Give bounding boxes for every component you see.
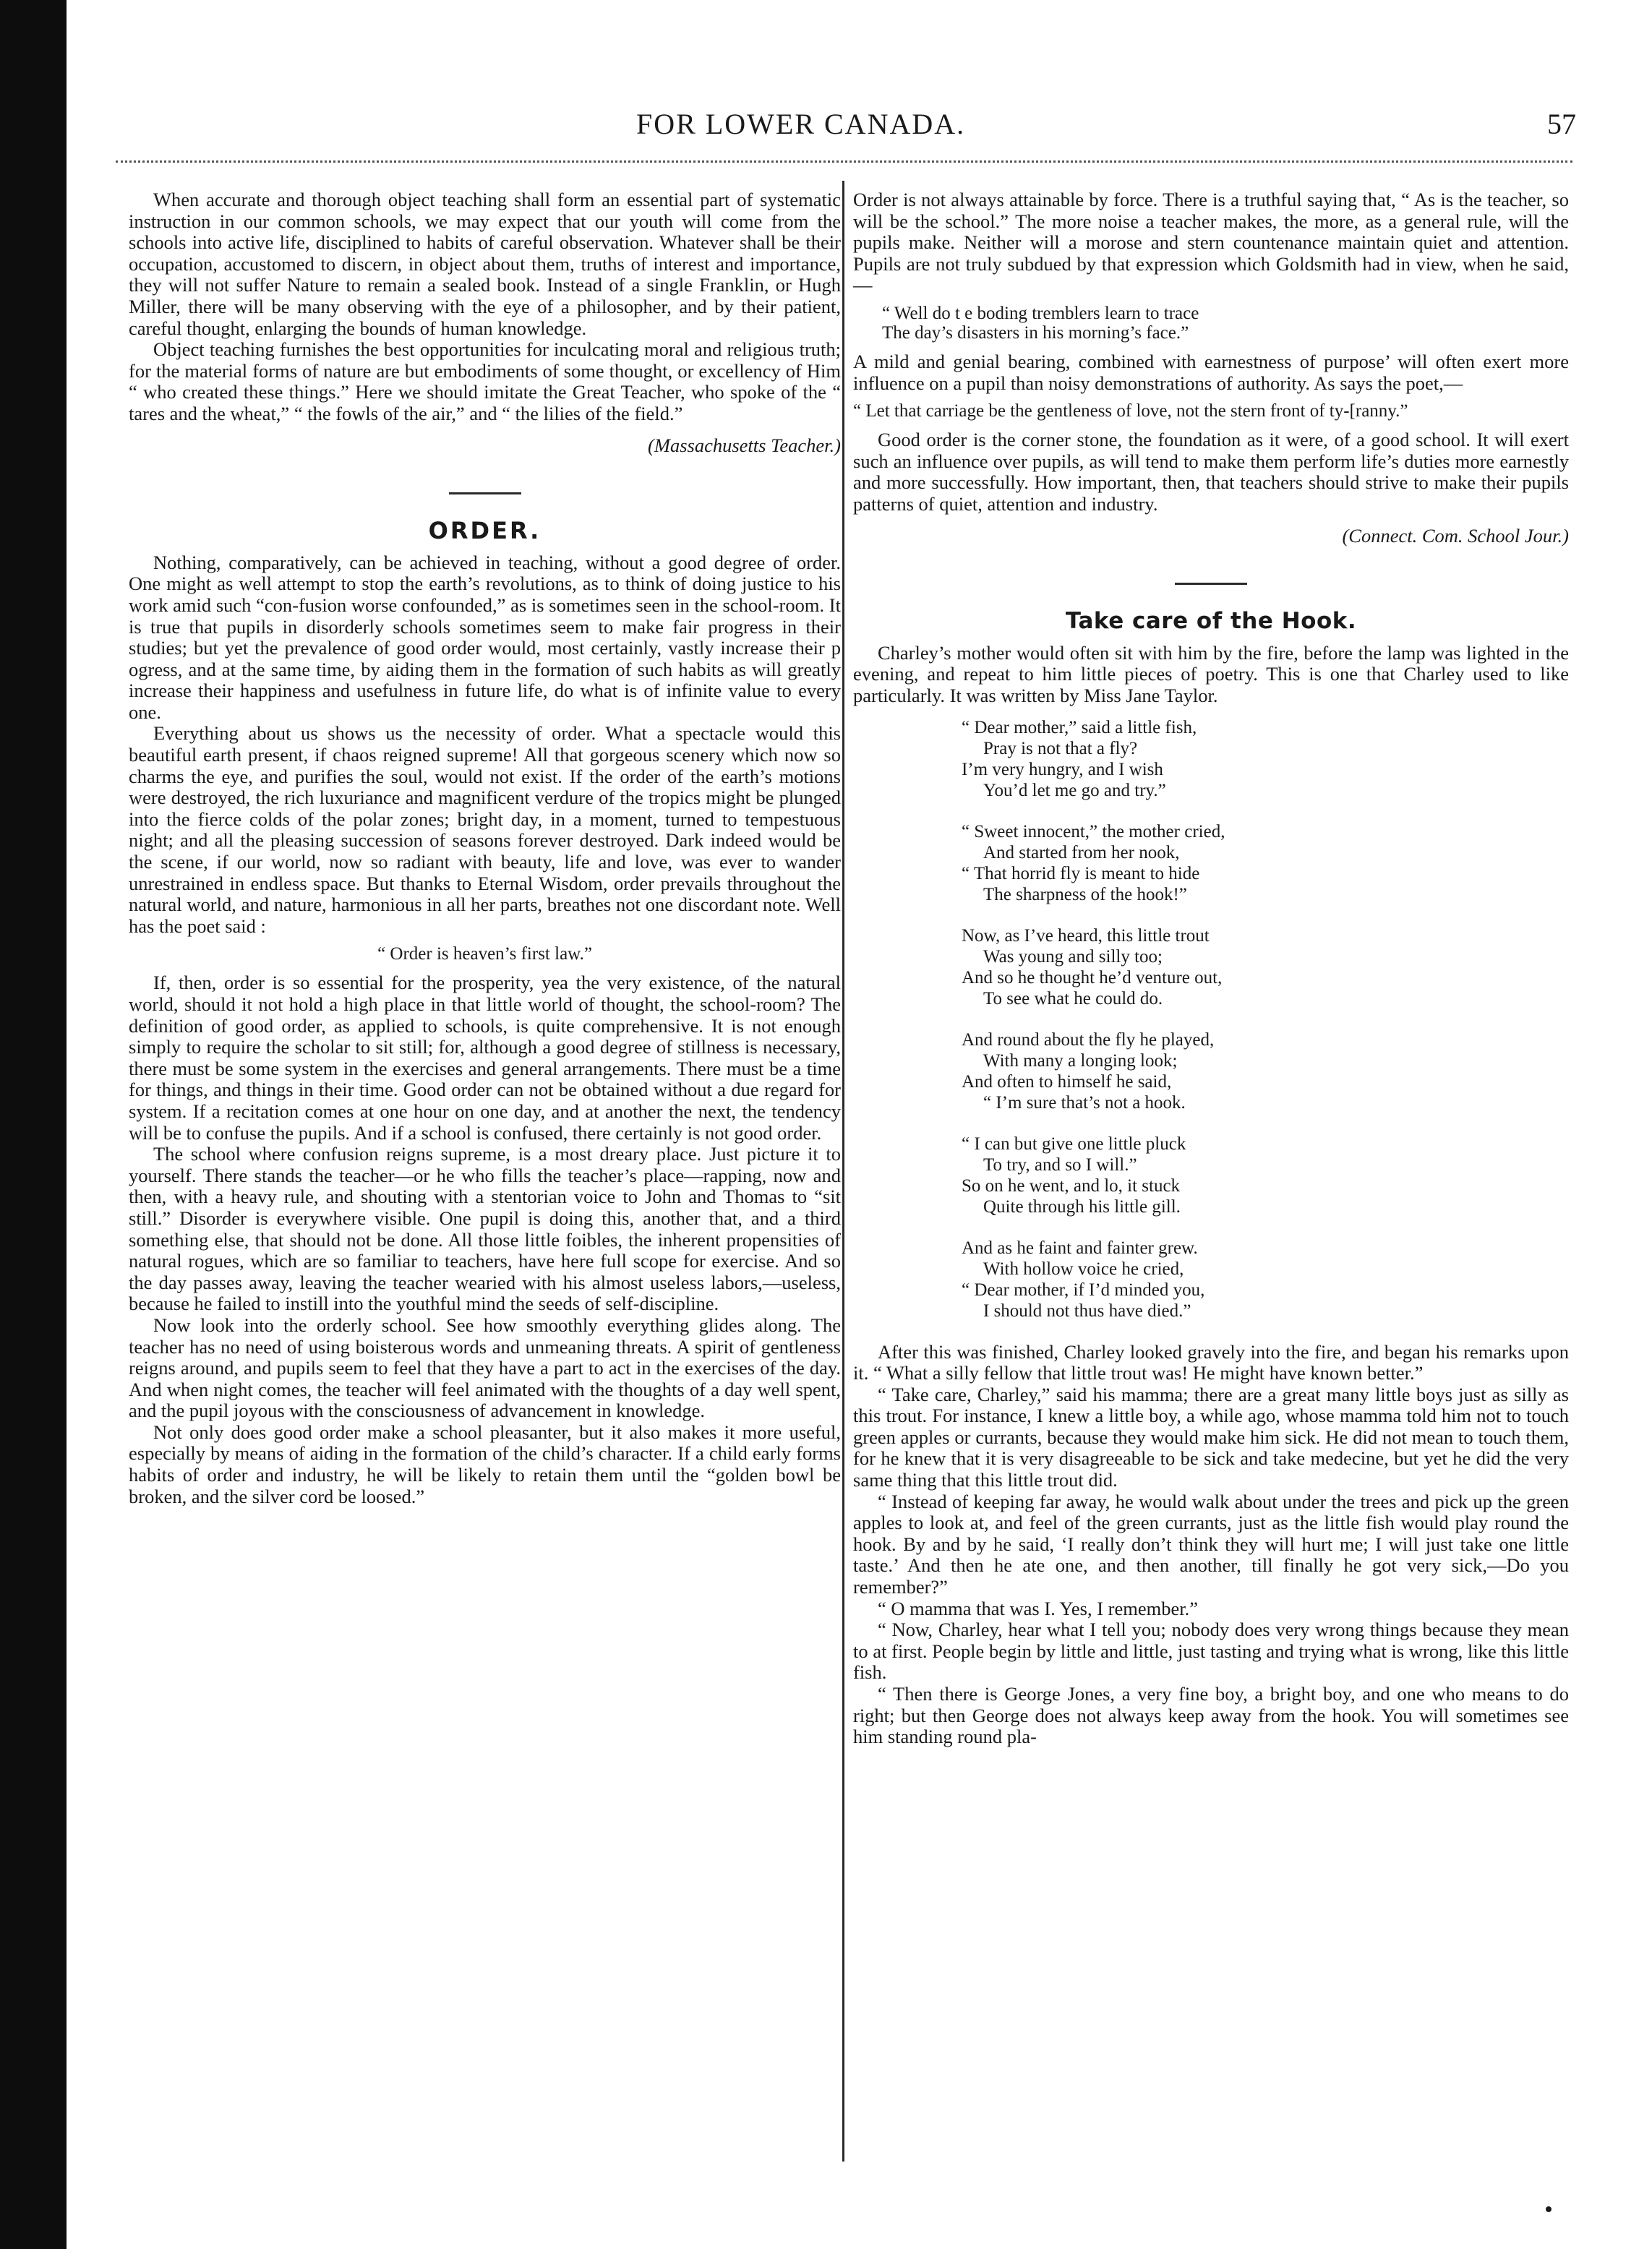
poem-line: Quite through his little gill. xyxy=(983,1196,1181,1217)
printer-mark xyxy=(1546,2206,1552,2212)
poem-line: And so he thought he’d venture out, xyxy=(962,967,1223,988)
poem-line: “ That horrid fly is meant to hide xyxy=(962,863,1200,883)
paragraph: “ Then there is George Jones, a very fine boy, a bright boy, and one who means to do right; but then George does not always keep away from the hook. You will sometimes see him standing round pla- xyxy=(853,1683,1569,1748)
paragraph: Not only does good order make a school pleasanter, but it also makes it more useful, especially by means of aiding in the formation of the child’s character. If a child early forms habits of order and industry, he will be likely to retain them until the “golden bowl be broken, and the silver cord be loosed.” xyxy=(129,1421,841,1507)
quote-line: The day’s disasters in his morning’s face.” xyxy=(882,322,1189,343)
paragraph: “ Take care, Charley,” said his mamma; there are a great many little boys just as silly as this trout. For instance, I knew a little boy, a while ago, whose mamma told him not to touch green apples or currants, because they would make him sick. He did not mean to touch them, for he knew that it is very disagreeable to be sick and take medecine, but yet he did the very same thing that this little trout did. xyxy=(853,1383,1569,1491)
poem-line: With many a longing look; xyxy=(983,1050,1178,1071)
book-binding-edge xyxy=(0,0,67,2249)
paragraph: Charley’s mother would often sit with him by the fire, before the lamp was lighted in the evening, and repeat to him little pieces of poetry. This is one that Charley used to like particularly. It was written by Miss Jane Taylor. xyxy=(853,641,1569,706)
paragraph: A mild and genial bearing, combined with earnestness of purpose’ will often exert more influence on a pupil than noisy demonstrations of authority. As says the poet,— xyxy=(853,350,1569,394)
poem-line: To see what he could do. xyxy=(983,988,1163,1008)
poem-stanza xyxy=(962,1029,1569,1113)
poem-line: With hollow voice he cried, xyxy=(983,1259,1184,1279)
poem-line: I’m very hungry, and I wish xyxy=(962,759,1163,779)
source-citation: (Connect. Com. School Jour.) xyxy=(1342,524,1569,547)
poem-line: And as he faint and fainter grew. xyxy=(962,1238,1198,1258)
poem-line: “ Sweet innocent,” the mother cried, xyxy=(962,821,1225,841)
poem-line: “ I can but give one little pluck xyxy=(962,1134,1186,1154)
paragraph: “ Now, Charley, hear what I tell you; nobody does very wrong things because they mean to at first. People begin by little and little, just tasting and trying what is wrong, like this little fish. xyxy=(853,1619,1569,1684)
poem-stanza xyxy=(962,1134,1569,1217)
paragraph: “ O mamma that was I. Yes, I remember.” xyxy=(878,1597,1199,1619)
page-header xyxy=(636,107,1576,150)
running-title: FOR LOWER CANADA. xyxy=(636,108,966,140)
poem-line: And round about the fly he played, xyxy=(962,1029,1215,1050)
source-citation: (Massachusetts Teacher.) xyxy=(648,434,841,456)
poem-line: Pray is not that a fly? xyxy=(983,738,1138,758)
poem-line: The sharpness of the hook!” xyxy=(983,884,1187,904)
block-quote-poet: “ Let that carriage be the gentleness of love, not the stern front of ty-[ranny.” xyxy=(853,401,1408,421)
poem-line: So on he went, and lo, it stuck xyxy=(962,1175,1181,1196)
poem-line: To try, and so I will.” xyxy=(983,1155,1137,1175)
poem-line: I should not thus have died.” xyxy=(983,1301,1191,1321)
page-number: 57 xyxy=(1547,108,1576,140)
paragraph: Object teaching furnishes the best opportunities for inculcating moral and religious truth; for the material forms of nature are but embodiments of some thought, or excellency of Him “ who created these things.” Here we should imitate the Great Teacher, who spoke of the “ tares and the wheat,” “ the fowls of the air,” and “ the lilies of the field.” xyxy=(129,338,841,424)
block-quote-goldsmith xyxy=(882,304,1569,343)
paragraph: The school where confusion reigns supreme, is a most dreary place. Just picture it to yourself. There stands the teacher—or he who fills the teacher’s place—rapping, now and then, with a heavy rule, and shouting with a stentorian voice to John and Thomas to “sit still.” Disorder is everywhere visible. One pupil is doing this, another that, and a third something else, that should not be done. All those little foibles, the inherent propensities of natural rogues, which are so familiar to teachers, have here full scope for exercise. And so the day passes away, leaving the teacher wearied with his almost useless labors,—useless, because he failed to instill into the youthful mind the seeds of self-discipline. xyxy=(129,1143,841,1315)
section-heading-hook: Take care of the Hook. xyxy=(1065,608,1357,635)
section-divider xyxy=(1175,583,1247,585)
paragraph: When accurate and thorough object teaching shall form an essential part of systematic instruction in our common schools, we may expect that our youth will come from the schools into active life, disciplined to habits of careful observation. Whatever shall be their occupation, accustomed to discern, in object about them, truths of interest and importance, they will not suffer Nature to remain a sealed book. Instead of a single Franklin, or Hugh Miller, there will be many observing with the eye of a philosopher, and by their patient, careful thought, enlarging the bounds of human knowledge. xyxy=(129,189,841,339)
poem-line: “ Dear mother,” said a little fish, xyxy=(962,717,1197,737)
poem-stanza xyxy=(962,821,1569,905)
poem-line: “ Dear mother, if I’d minded you, xyxy=(962,1280,1205,1300)
paragraph: “ Instead of keeping far away, he would walk about under the trees and pick up the green apples to look at, and feel of the green currants, just as the little fish would play round the hook. By and by he said, ‘I really don’t think they will hurt me; I will just take one little taste.’ And then he ate one, and then another, till finally he got very sick,—Do you remember?” xyxy=(853,1490,1569,1598)
poem-line: You’d let me go and try.” xyxy=(983,780,1166,800)
paragraph: Good order is the corner stone, the foundation as it were, of a good school. It will exert such an influence over pupils, as will tend to make them perform life’s duties more earnestly and more successfully. How important, then, that teachers should strive to make their pupils patterns of quiet, attention and industry. xyxy=(853,429,1569,515)
poem-stanza xyxy=(962,925,1569,1009)
right-column xyxy=(853,189,1569,1748)
paragraph: Nothing, comparatively, can be achieved in teaching, without a good degree of order. One might as well attempt to stop the earth’s revolutions, as to think of doing justice to his work amid such “con-fusion worse confounded,” as is sometimes seen in the school-room. It is true that pupils in disorderly schools sometimes seem to make fair progress in their studies; but yet the prevalence of good order would, most certainly, vastly increase their p ogress, and at the same time, by aiding them in the formation of such habits as will greatly increase their happiness and usefulness in future life, do what is of infinite value to every one. xyxy=(129,551,841,723)
poem-stanza xyxy=(962,1238,1569,1321)
poem xyxy=(962,717,1569,1321)
paragraph: Now look into the orderly school. See how smoothly everything glides along. The teacher has no need of using boisterous words and unmeaning threats. A spirit of gentleness reigns around, and pupils seem to feel that they have a part to act in the exercises of the day. And when night comes, the teacher will feel animated with the thoughts of a day well spent, and the pupil joyous with the consciousness of advancement in knowledge. xyxy=(129,1314,841,1422)
paragraph: If, then, order is so essential for the prosperity, yea the very existence, of the natural world, should it not hold a high place in that little world of thought, the school-room? The definition of good order, as applied to schools, is quite comprehensive. It is not enough simply to require the scholar to sit still; for, although a good degree of stillness is necessary, there must be some system in the exercises and general arrangements. There must be a time for things, and things in their time. Good order can not be obtained without a due regard for system. If a recitation comes at one hour on one day, and at another the next, the tendency will be to confuse the pupils. And if a school is confused, there certainly is not good order. xyxy=(129,972,841,1144)
section-divider xyxy=(449,492,521,494)
poem-line: And started from her nook, xyxy=(983,842,1180,862)
paragraph: Everything about us shows us the necessity of order. What a spectacle would this beautiful earth present, if chaos reigned supreme! All that gorgeous scenery which now so charms the eye, and purifies the soul, would not exist. If the order of the earth’s motions were destroyed, the rich luxuriance and magnificent verdure of the tropics might be plunged into the fierce colds of the polar zones; bright day, in a moment, turned to tempestuous night; and all the pleasing succession of seasons forever destroyed. Dark indeed would be the scene, if our world, now so radiant with beauty, life and love, was ever to wander unrestrained in endless space. But thanks to Eternal Wisdom, order prevails throughout the natural world, and nature, harmonious in all her parts, breathes not one discordant note. Well has the poet said : xyxy=(129,722,841,937)
column-divider xyxy=(842,181,844,2162)
poem-line: “ I’m sure that’s not a hook. xyxy=(983,1092,1186,1113)
block-quote: “ Order is heaven’s first law.” xyxy=(377,944,592,964)
poem-line: Now, as I’ve heard, this little trout xyxy=(962,925,1210,946)
header-rule xyxy=(116,160,1572,165)
quote-line: “ Well do t e boding tremblers learn to trace xyxy=(882,303,1199,323)
left-column xyxy=(129,189,841,1507)
poem-line: Was young and silly too; xyxy=(983,946,1163,967)
poem-line: And often to himself he said, xyxy=(962,1071,1172,1092)
poem-stanza xyxy=(962,717,1569,801)
paragraph: After this was finished, Charley looked gravely into the fire, and began his remarks upon it. “ What a silly fellow that little trout was! He might have known better.” xyxy=(853,1340,1569,1384)
section-heading-order: ORDER. xyxy=(428,517,542,545)
paragraph: Order is not always attainable by force. There is a truthful saying that, “ As is the teacher, so will be the school.” The more noise a teacher makes, the more, as a general rule, will the pupils make. Neither will a morose and stern countenance maintain quiet and attention. Pupils are not truly subdued by that expression which Goldsmith had in view, when he said,— xyxy=(853,189,1569,296)
